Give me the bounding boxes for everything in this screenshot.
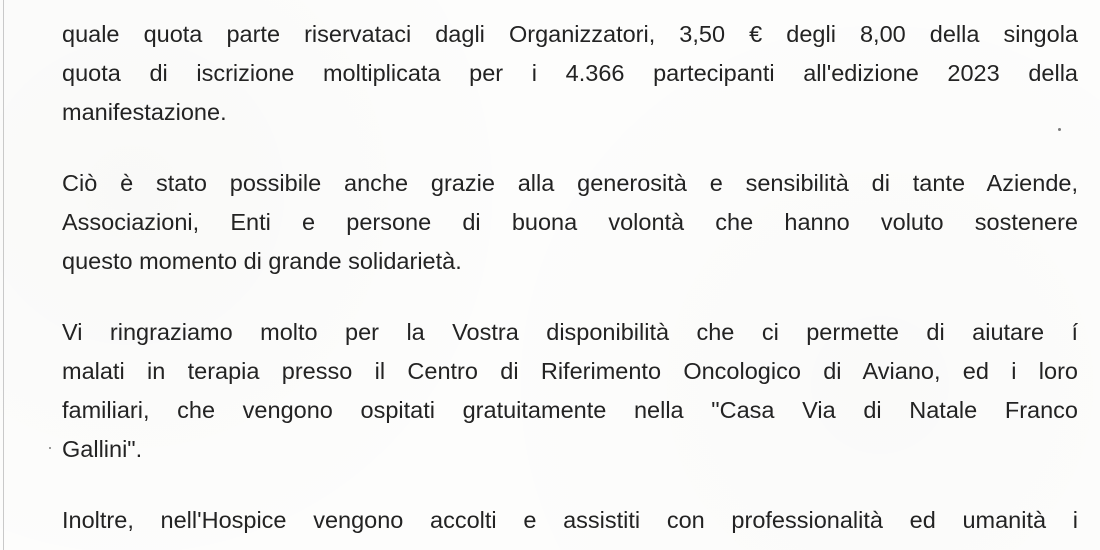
letter-body <box>62 15 1078 540</box>
text-line: Associazioni, Enti e persone di buona volontà che hanno voluto sostenere <box>62 209 1078 235</box>
paragraph-generosity <box>62 164 1078 281</box>
paragraph-donation-quota <box>62 15 1078 132</box>
text-line: Vi ringraziamo molto per la Vostra disponibilità che ci permette di aiutare í <box>62 319 1078 345</box>
text-line: Inoltre, nell'Hospice vengono accolti e assistiti con professionalità ed umanità i <box>62 507 1078 533</box>
text-line: questo momento di grande solidarietà. <box>62 248 462 274</box>
text-line: Ciò è stato possibile anche grazie alla generosità e sensibilità di tante Aziende, <box>62 170 1078 196</box>
text-line: quale quota parte riservataci dagli Organizzatori, 3,50 € degli 8,00 della singola <box>62 21 1078 47</box>
text-line: quota di iscrizione moltiplicata per i 4.366 partecipanti all'edizione 2023 della <box>62 60 1078 86</box>
paragraph-hospice <box>62 501 1078 540</box>
text-line: familiari, che vengono ospitati gratuitamente nella "Casa Via di Natale Franco <box>62 397 1078 423</box>
text-line: manifestazione. <box>62 99 227 125</box>
paragraph-thanks <box>62 313 1078 469</box>
scan-speck <box>49 447 51 449</box>
text-line: malati in terapia presso il Centro di Riferimento Oncologico di Aviano, ed i loro <box>62 358 1078 384</box>
scan-speck <box>1058 128 1061 131</box>
page-left-edge <box>3 0 4 550</box>
text-line: Gallini". <box>62 436 143 462</box>
